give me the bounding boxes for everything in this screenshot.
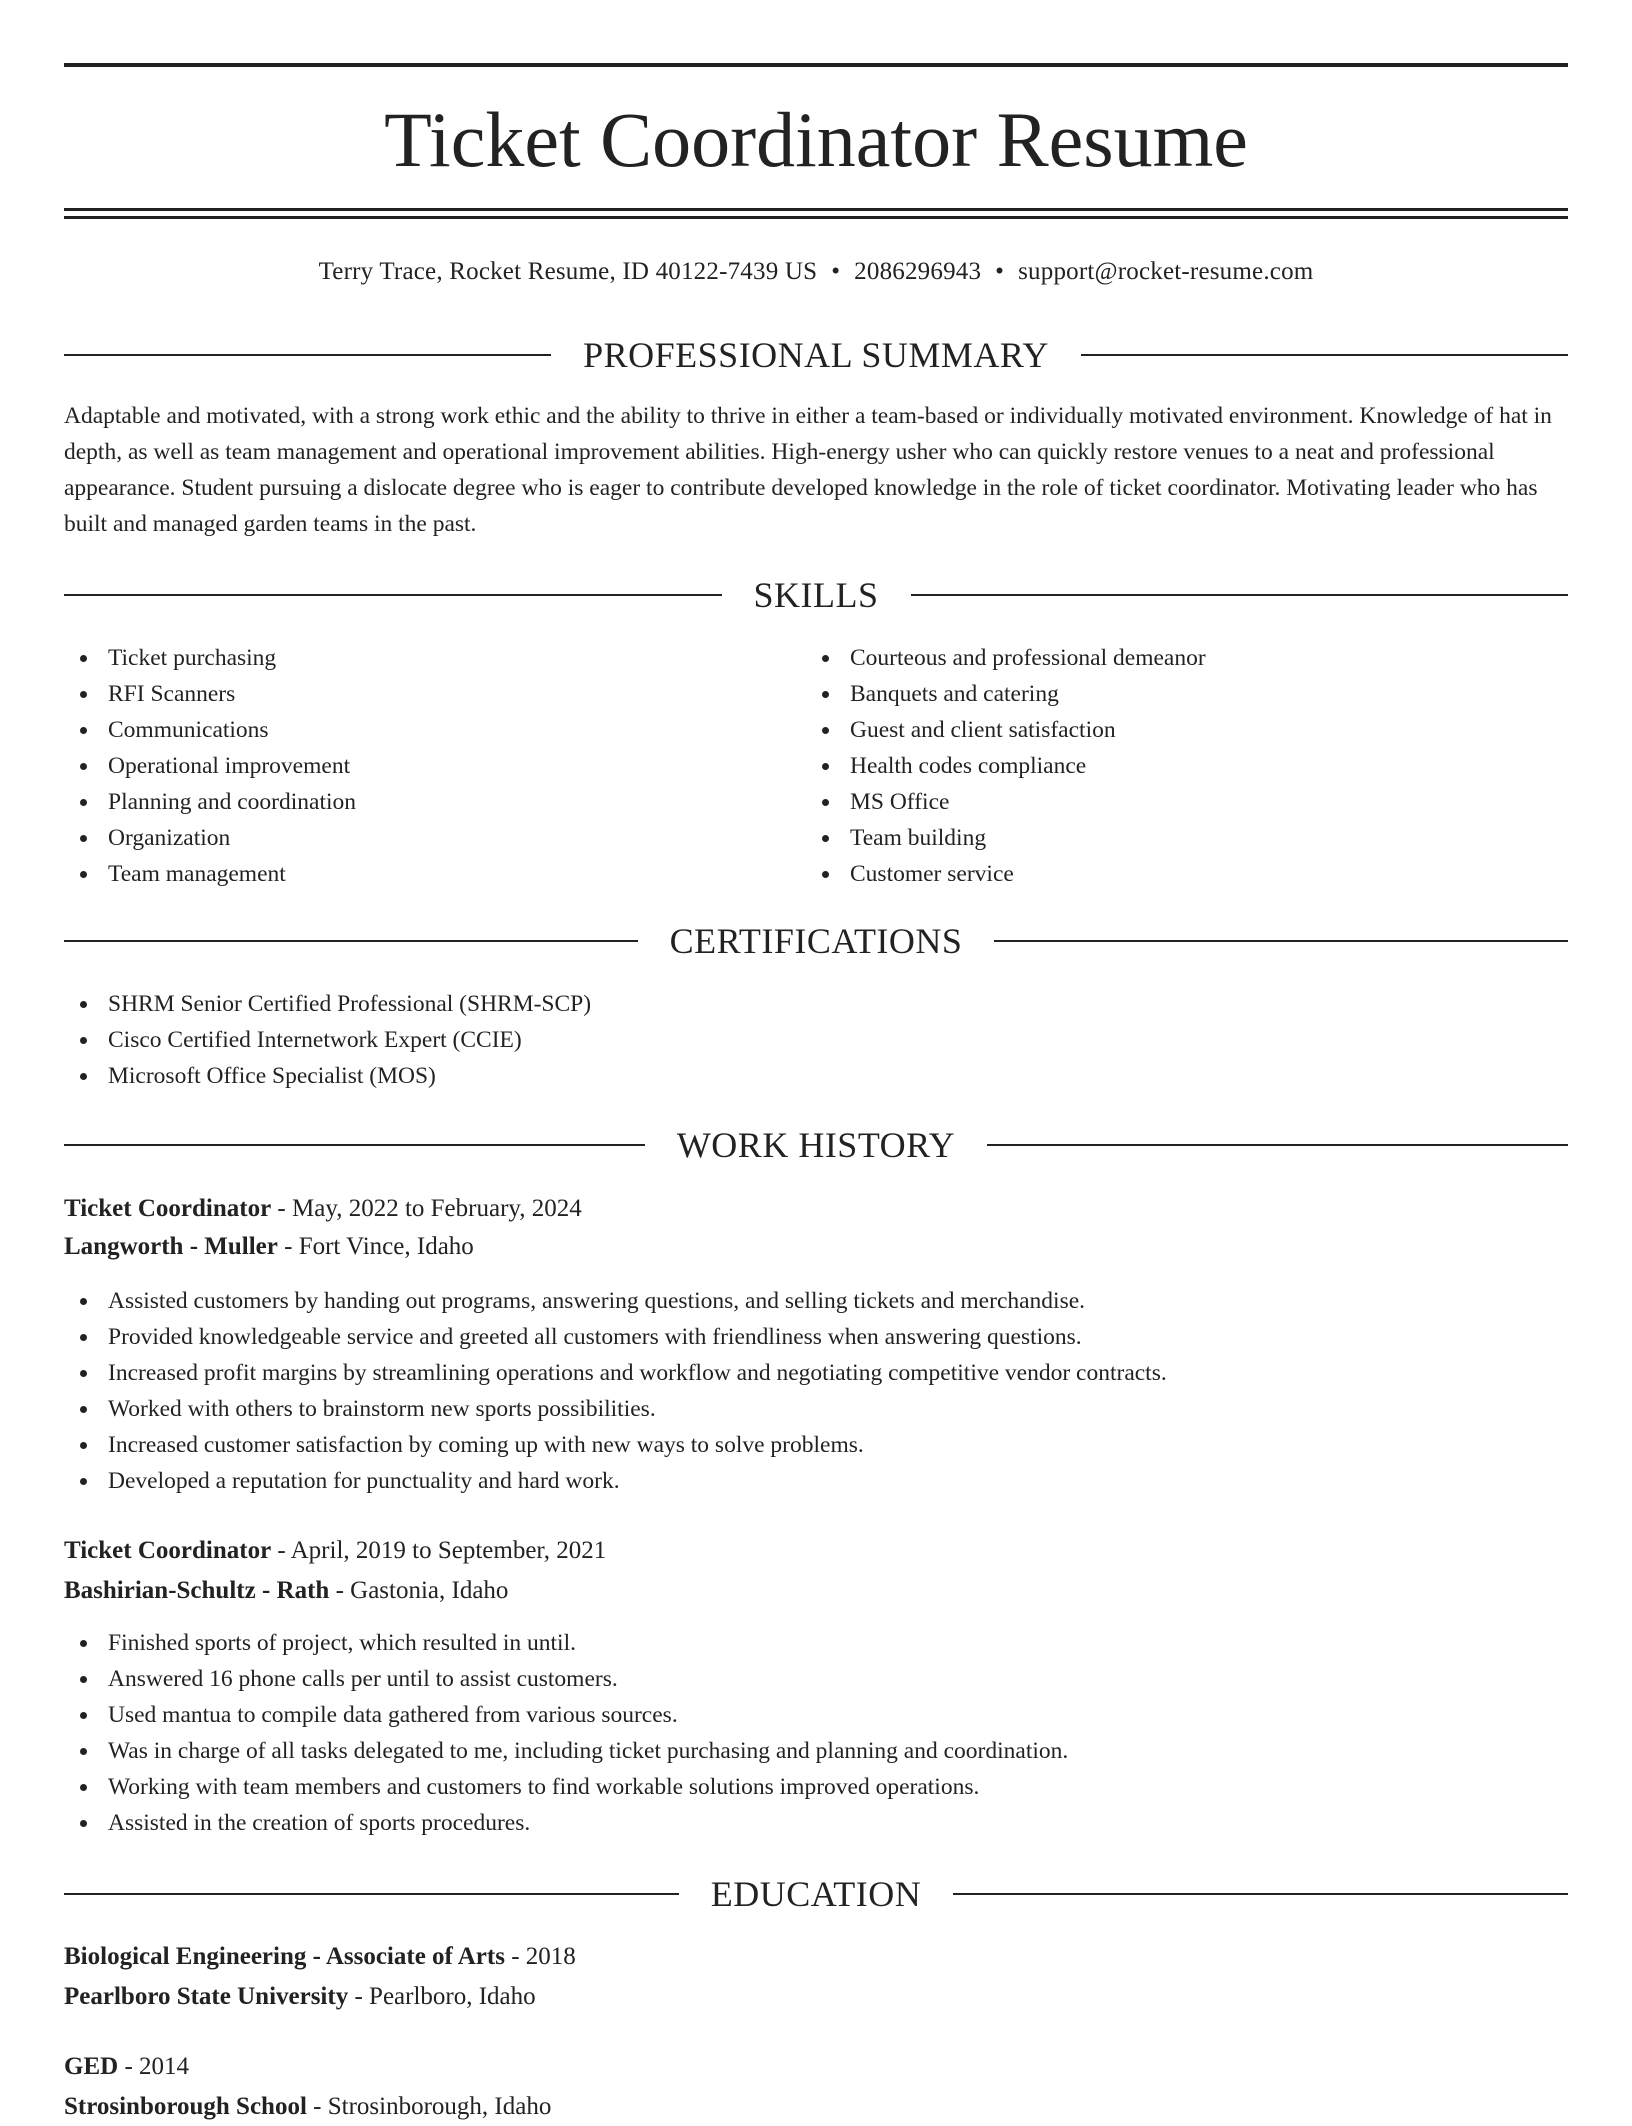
section-heading-skills xyxy=(64,571,1568,619)
job-bullet: Worked with others to brainstorm new sports possibilities. xyxy=(64,1391,1568,1427)
certifications-list xyxy=(64,986,1568,1094)
section-heading-education xyxy=(64,1870,1568,1918)
section-title: CERTIFICATIONS xyxy=(669,921,963,961)
job-bullet: Was in charge of all tasks delegated to me, including ticket purchasing and planning and coordination. xyxy=(64,1733,1568,1769)
job-location: - Fort Vince, Idaho xyxy=(277,1233,474,1260)
heading-rule xyxy=(64,354,551,356)
job-bullet: Increased profit margins by streamlining operations and workflow and negotiating competitive vendor contracts. xyxy=(64,1355,1568,1391)
section-heading-certifications xyxy=(64,917,1568,965)
job-bullet: Used mantua to compile data gathered from various sources. xyxy=(64,1697,1568,1733)
heading-rule xyxy=(953,1893,1568,1895)
job-company-line xyxy=(64,1228,474,1266)
skill-item: Planning and coordination xyxy=(64,784,804,820)
education-degree-line xyxy=(64,1938,576,1976)
heading-rule xyxy=(911,594,1569,596)
job-bullets xyxy=(64,1283,1568,1499)
job-company-line xyxy=(64,1572,508,1610)
job-bullet: Developed a reputation for punctuality and hard work. xyxy=(64,1463,1568,1499)
job-dates: - May, 2022 to February, 2024 xyxy=(271,1195,582,1222)
education-year: - 2018 xyxy=(504,1943,576,1970)
job-title-line xyxy=(64,1190,582,1228)
skills-list-left xyxy=(64,640,804,892)
education-year: - 2014 xyxy=(118,2053,190,2080)
education-degree: Biological Engineering - Associate of Arts xyxy=(64,1943,505,1970)
skill-item: Team management xyxy=(64,856,804,892)
education-school: Strosinborough School xyxy=(64,2093,307,2120)
education-school: Pearlboro State University xyxy=(64,1983,349,2010)
certification-item: Microsoft Office Specialist (MOS) xyxy=(64,1058,1568,1094)
contact-line xyxy=(64,254,1568,290)
skill-item: MS Office xyxy=(806,784,1566,820)
skill-item: RFI Scanners xyxy=(64,676,804,712)
job-company: Bashirian-Schultz - Rath xyxy=(64,1577,330,1604)
section-title: WORK HISTORY xyxy=(676,1125,956,1165)
summary-paragraph: Adaptable and motivated, with a strong work ethic and the ability to thrive in either a team-based or individually motivated environment. Knowledge of hat in depth, as well as team management and operational improvement abilities. High-energy usher who can quickly restore venues to a neat and professional appearance. Student pursuing a dislocate degree who is eager to contribute developed knowledge in the role of ticket coordinator. Motivating leader who has built and managed garden teams in the past. xyxy=(64,403,1552,537)
education-school-line xyxy=(64,2088,551,2126)
skill-item: Guest and client satisfaction xyxy=(806,712,1566,748)
job-bullet: Increased customer satisfaction by coming up with new ways to solve problems. xyxy=(64,1427,1568,1463)
page-title: Ticket Coordinator Resume xyxy=(384,96,1248,183)
title-bottom-rule-double xyxy=(64,216,1568,219)
contact-phone: 2086296943 xyxy=(854,258,982,285)
skill-item: Courteous and professional demeanor xyxy=(806,640,1566,676)
job-bullet: Finished sports of project, which resulted in until. xyxy=(64,1625,1568,1661)
job-title: Ticket Coordinator xyxy=(64,1195,272,1222)
education-school-line xyxy=(64,1978,536,2016)
certification-item: SHRM Senior Certified Professional (SHRM-SCP) xyxy=(64,986,1568,1022)
section-heading-summary xyxy=(64,331,1568,379)
section-title: PROFESSIONAL SUMMARY xyxy=(583,335,1049,375)
skill-item: Ticket purchasing xyxy=(64,640,804,676)
job-company: Langworth - Muller xyxy=(64,1233,278,1260)
title-top-rule xyxy=(64,63,1568,67)
section-heading-work-history xyxy=(64,1121,1568,1169)
heading-rule xyxy=(1081,354,1568,356)
job-location: - Gastonia, Idaho xyxy=(329,1577,509,1604)
heading-rule xyxy=(64,594,722,596)
skill-item: Operational improvement xyxy=(64,748,804,784)
heading-rule xyxy=(64,940,638,942)
job-bullet: Assisted in the creation of sports procedures. xyxy=(64,1805,1568,1841)
section-title: EDUCATION xyxy=(710,1874,922,1914)
heading-rule xyxy=(64,1893,679,1895)
section-title: SKILLS xyxy=(753,575,879,615)
skill-item: Team building xyxy=(806,820,1566,856)
education-degree-line xyxy=(64,2048,189,2086)
education-location: - Pearlboro, Idaho xyxy=(348,1983,536,2010)
contact-separator: • xyxy=(831,258,841,285)
skill-item: Customer service xyxy=(806,856,1566,892)
skill-item: Communications xyxy=(64,712,804,748)
job-bullet: Assisted customers by handing out programs, answering questions, and selling tickets and merchandise. xyxy=(64,1283,1568,1319)
skill-item: Health codes compliance xyxy=(806,748,1566,784)
job-bullets xyxy=(64,1625,1568,1841)
heading-rule xyxy=(64,1144,645,1146)
contact-email: support@rocket-resume.com xyxy=(1018,258,1314,285)
contact-address: Terry Trace, Rocket Resume, ID 40122-7439 US xyxy=(318,258,818,285)
education-degree: GED xyxy=(64,2053,119,2080)
skills-list-right xyxy=(806,640,1566,892)
job-bullet: Answered 16 phone calls per until to assist customers. xyxy=(64,1661,1568,1697)
certification-item: Cisco Certified Internetwork Expert (CCIE) xyxy=(64,1022,1568,1058)
job-dates: - April, 2019 to September, 2021 xyxy=(271,1537,607,1564)
job-title-line xyxy=(64,1532,606,1570)
heading-rule xyxy=(987,1144,1568,1146)
heading-rule xyxy=(994,940,1568,942)
skill-item: Organization xyxy=(64,820,804,856)
contact-separator: • xyxy=(995,258,1005,285)
title-bottom-rule xyxy=(64,208,1568,211)
skill-item: Banquets and catering xyxy=(806,676,1566,712)
education-location: - Strosinborough, Idaho xyxy=(306,2093,552,2120)
job-bullet: Provided knowledgeable service and greeted all customers with friendliness when answering questions. xyxy=(64,1319,1568,1355)
job-bullet: Working with team members and customers to find workable solutions improved operations. xyxy=(64,1769,1568,1805)
job-title: Ticket Coordinator xyxy=(64,1537,272,1564)
